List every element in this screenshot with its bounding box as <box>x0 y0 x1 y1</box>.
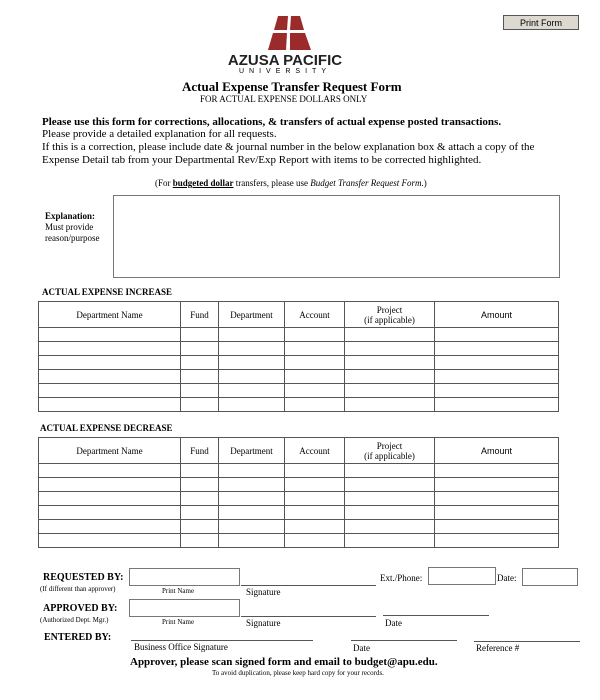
fund-cell-input[interactable] <box>181 356 219 370</box>
department-cell-input[interactable] <box>219 520 285 534</box>
date-caption: Date <box>385 618 402 628</box>
department-cell-input[interactable] <box>219 328 285 342</box>
col-project-sub: (if applicable) <box>364 450 415 461</box>
project-cell-input[interactable] <box>345 328 435 342</box>
fund-cell-input[interactable] <box>181 506 219 520</box>
date-label: Date: <box>497 573 517 583</box>
department-name-cell-input[interactable] <box>39 478 181 492</box>
department-name-cell-input[interactable] <box>39 384 181 398</box>
note-text: (For <box>155 178 173 188</box>
table-row <box>39 342 559 356</box>
table-header-row <box>39 302 559 328</box>
account-cell-input[interactable] <box>285 492 345 506</box>
explanation-label: Explanation: <box>45 211 96 221</box>
table-row <box>39 356 559 370</box>
fund-cell-input[interactable] <box>181 520 219 534</box>
department-name-cell-input[interactable] <box>39 492 181 506</box>
table-row <box>39 478 559 492</box>
amount-cell-input[interactable] <box>435 520 559 534</box>
date-caption: Date <box>353 643 370 653</box>
col-project <box>345 438 435 464</box>
approved-by-sub: (Authorized Dept. Mgr.) <box>40 616 109 624</box>
department-cell-input[interactable] <box>219 506 285 520</box>
project-cell-input[interactable] <box>345 370 435 384</box>
col-fund: Fund <box>181 302 219 328</box>
department-cell-input[interactable] <box>219 534 285 548</box>
project-cell-input[interactable] <box>345 506 435 520</box>
table-row <box>39 520 559 534</box>
fund-cell-input[interactable] <box>181 464 219 478</box>
business-signature-caption: Business Office Signature <box>134 642 228 652</box>
account-cell-input[interactable] <box>285 342 345 356</box>
increase-section-title: ACTUAL EXPENSE INCREASE <box>42 287 173 297</box>
project-cell-input[interactable] <box>345 534 435 548</box>
fund-cell-input[interactable] <box>181 492 219 506</box>
col-amount: Amount <box>435 302 559 328</box>
department-name-cell-input[interactable] <box>39 520 181 534</box>
account-cell-input[interactable] <box>285 534 345 548</box>
amount-cell-input[interactable] <box>435 398 559 412</box>
print-name-caption: Print Name <box>162 618 195 626</box>
account-cell-input[interactable] <box>285 478 345 492</box>
account-cell-input[interactable] <box>285 464 345 478</box>
instruction-line: Please provide a detailed explanation for all requests. <box>42 128 277 140</box>
department-cell-input[interactable] <box>219 492 285 506</box>
department-name-cell-input[interactable] <box>39 398 181 412</box>
instruction-line: If this is a correction, please include date & journal number in the below explanation box & attach a copy of the <box>42 141 535 153</box>
business-signature-line[interactable] <box>131 640 313 641</box>
decrease-section-title: ACTUAL EXPENSE DECREASE <box>40 423 173 433</box>
department-name-cell-input[interactable] <box>39 464 181 478</box>
department-cell-input[interactable] <box>219 384 285 398</box>
explanation-hint: reason/purpose <box>45 233 100 243</box>
approved-signature-line[interactable] <box>241 616 376 617</box>
department-name-cell-input[interactable] <box>39 370 181 384</box>
account-cell-input[interactable] <box>285 384 345 398</box>
account-cell-input[interactable] <box>285 370 345 384</box>
col-department: Department <box>219 302 285 328</box>
table-row <box>39 506 559 520</box>
page-subtitle: FOR ACTUAL EXPENSE DOLLARS ONLY <box>200 94 368 104</box>
requested-date-input[interactable] <box>522 568 578 586</box>
project-cell-input[interactable] <box>345 384 435 398</box>
col-department-name: Department Name <box>39 302 181 328</box>
requested-by-label: REQUESTED BY: <box>43 572 124 583</box>
fund-cell-input[interactable] <box>181 398 219 412</box>
table-row <box>39 464 559 478</box>
amount-cell-input[interactable] <box>435 492 559 506</box>
department-name-cell-input[interactable] <box>39 356 181 370</box>
requested-print-name-input[interactable] <box>129 568 240 586</box>
col-department: Department <box>219 438 285 464</box>
department-cell-input[interactable] <box>219 370 285 384</box>
fund-cell-input[interactable] <box>181 534 219 548</box>
table-row <box>39 398 559 412</box>
col-project-label: Project <box>376 440 403 451</box>
project-cell-input[interactable] <box>345 464 435 478</box>
col-account: Account <box>285 302 345 328</box>
ext-phone-input[interactable] <box>428 567 496 585</box>
col-project-label: Project <box>376 304 403 315</box>
ext-phone-label: Ext./Phone: <box>380 573 423 583</box>
table-row <box>39 384 559 398</box>
col-department-name: Department Name <box>39 438 181 464</box>
signature-caption: Signature <box>246 587 281 597</box>
fund-cell-input[interactable] <box>181 478 219 492</box>
amount-cell-input[interactable] <box>435 370 559 384</box>
approved-by-label: APPROVED BY: <box>43 603 118 614</box>
note-text: ) <box>423 178 427 188</box>
fund-cell-input[interactable] <box>181 328 219 342</box>
fund-cell-input[interactable] <box>181 384 219 398</box>
project-cell-input[interactable] <box>345 520 435 534</box>
print-form-button[interactable]: Print Form <box>503 15 579 30</box>
department-cell-input[interactable] <box>219 398 285 412</box>
col-project-sub: (if applicable) <box>364 314 415 325</box>
project-cell-input[interactable] <box>345 478 435 492</box>
page-title: Actual Expense Transfer Request Form <box>182 79 402 94</box>
budget-transfer-note <box>155 178 427 188</box>
account-cell-input[interactable] <box>285 356 345 370</box>
amount-cell-input[interactable] <box>435 478 559 492</box>
footer-instruction: Approver, please scan signed form and email to budget@apu.edu. <box>130 656 438 668</box>
amount-cell-input[interactable] <box>435 464 559 478</box>
amount-cell-input[interactable] <box>435 342 559 356</box>
decrease-table <box>38 437 559 548</box>
note-text: transfers, please use <box>233 178 311 188</box>
project-cell-input[interactable] <box>345 356 435 370</box>
signature-caption: Signature <box>246 618 281 628</box>
explanation-input[interactable] <box>113 195 560 278</box>
footer-note: To avoid duplication, please keep hard copy for your records. <box>212 669 384 677</box>
reference-caption: Reference # <box>476 643 520 653</box>
increase-table <box>38 301 559 412</box>
entered-by-label: ENTERED BY: <box>44 632 112 643</box>
amount-cell-input[interactable] <box>435 506 559 520</box>
fund-cell-input[interactable] <box>181 342 219 356</box>
approved-print-name-input[interactable] <box>129 599 240 617</box>
fund-cell-input[interactable] <box>181 370 219 384</box>
requested-signature-line[interactable] <box>241 585 376 586</box>
department-cell-input[interactable] <box>219 464 285 478</box>
logo-name: AZUSA PACIFIC <box>227 52 343 69</box>
project-cell-input[interactable] <box>345 342 435 356</box>
budget-transfer-form-link[interactable]: Budget Transfer Request Form. <box>310 178 424 188</box>
university-logo-icon <box>268 16 312 52</box>
logo-sub: UNIVERSITY <box>238 68 331 75</box>
amount-cell-input[interactable] <box>435 328 559 342</box>
account-cell-input[interactable] <box>285 328 345 342</box>
approved-date-line[interactable] <box>383 615 489 616</box>
department-name-cell-input[interactable] <box>39 342 181 356</box>
table-header-row <box>39 438 559 464</box>
col-account: Account <box>285 438 345 464</box>
col-fund: Fund <box>181 438 219 464</box>
amount-cell-input[interactable] <box>435 384 559 398</box>
print-name-caption: Print Name <box>162 587 195 595</box>
requested-by-sub: (If different than approver) <box>40 585 116 593</box>
entered-date-line[interactable] <box>351 640 457 641</box>
department-name-cell-input[interactable] <box>39 328 181 342</box>
instruction-line: Expense Detail tab from your Departmental Rev/Exp Report with items to be corrected highlighted. <box>42 154 482 166</box>
department-cell-input[interactable] <box>219 342 285 356</box>
col-amount: Amount <box>435 438 559 464</box>
department-cell-input[interactable] <box>219 478 285 492</box>
amount-cell-input[interactable] <box>435 356 559 370</box>
department-name-cell-input[interactable] <box>39 534 181 548</box>
instruction-bold: Please use this form for corrections, allocations, & transfers of actual expense posted transactions. <box>42 116 502 128</box>
project-cell-input[interactable] <box>345 398 435 412</box>
table-row <box>39 328 559 342</box>
department-cell-input[interactable] <box>219 356 285 370</box>
explanation-hint: Must provide <box>45 222 94 232</box>
note-bold: budgeted dollar <box>172 178 234 188</box>
account-cell-input[interactable] <box>285 520 345 534</box>
project-cell-input[interactable] <box>345 492 435 506</box>
reference-line[interactable] <box>474 641 580 642</box>
table-row <box>39 492 559 506</box>
department-name-cell-input[interactable] <box>39 506 181 520</box>
account-cell-input[interactable] <box>285 398 345 412</box>
table-row <box>39 370 559 384</box>
amount-cell-input[interactable] <box>435 534 559 548</box>
account-cell-input[interactable] <box>285 506 345 520</box>
table-row <box>39 534 559 548</box>
col-project <box>345 302 435 328</box>
